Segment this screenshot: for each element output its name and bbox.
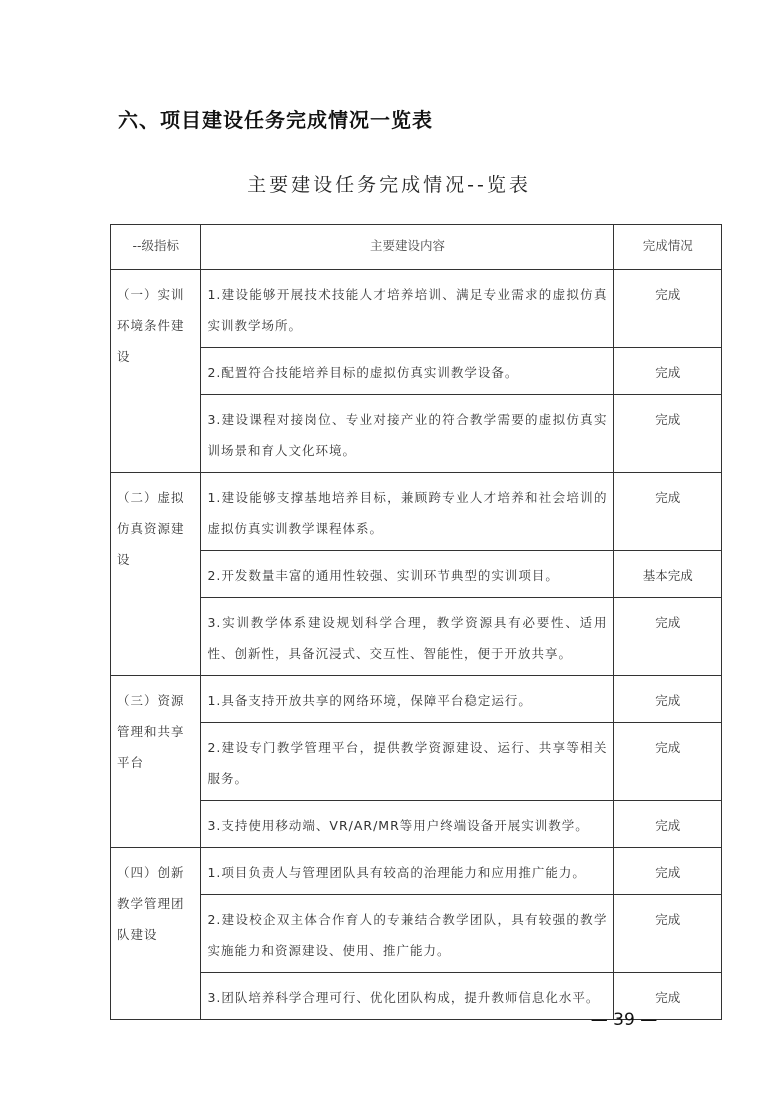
category-cell: （三）资源管理和共享平台 bbox=[111, 676, 201, 848]
status-cell: 完成 bbox=[614, 973, 722, 1020]
table-row bbox=[111, 848, 722, 895]
status-cell: 完成 bbox=[614, 676, 722, 723]
status-cell: 完成 bbox=[614, 801, 722, 848]
status-cell: 完成 bbox=[614, 598, 722, 676]
section-heading: 六、项目建设任务完成情况一览表 bbox=[118, 108, 433, 132]
task-cell: 2.开发数量丰富的通用性较强、实训环节典型的实训项目。 bbox=[201, 551, 614, 598]
task-cell: 2.配置符合技能培养目标的虚拟仿真实训教学设备。 bbox=[201, 348, 614, 395]
table-row bbox=[111, 895, 722, 973]
table-row bbox=[111, 270, 722, 348]
header-indicator: --级指标 bbox=[111, 225, 201, 270]
table-title: 主要建设任务完成情况--览表 bbox=[247, 174, 531, 196]
category-cell: （一）实训环境条件建设 bbox=[111, 270, 201, 473]
page-number: — 39 — bbox=[590, 1010, 658, 1030]
status-cell: 完成 bbox=[614, 848, 722, 895]
table-row bbox=[111, 723, 722, 801]
status-cell: 完成 bbox=[614, 348, 722, 395]
category-cell: （二）虚拟仿真资源建设 bbox=[111, 473, 201, 676]
status-cell: 完成 bbox=[614, 395, 722, 473]
category-cell: （四）创新教学管理团队建设 bbox=[111, 848, 201, 1020]
table-row bbox=[111, 801, 722, 848]
status-cell: 完成 bbox=[614, 270, 722, 348]
task-completion-table bbox=[110, 224, 722, 1020]
task-cell: 1.建设能够支撑基地培养目标，兼顾跨专业人才培养和社会培训的虚拟仿真实训教学课程体系。 bbox=[201, 473, 614, 551]
task-cell: 1.具备支持开放共享的网络环境，保障平台稳定运行。 bbox=[201, 676, 614, 723]
task-cell: 3.建设课程对接岗位、专业对接产业的符合教学需要的虚拟仿真实训场景和育人文化环境。 bbox=[201, 395, 614, 473]
task-cell: 1.建设能够开展技术技能人才培养培训、满足专业需求的虚拟仿真实训教学场所。 bbox=[201, 270, 614, 348]
status-cell: 完成 bbox=[614, 723, 722, 801]
task-cell: 3.支持使用移动端、VR/AR/MR等用户终端设备开展实训教学。 bbox=[201, 801, 614, 848]
table-row bbox=[111, 348, 722, 395]
table-row bbox=[111, 598, 722, 676]
task-cell: 3.实训教学体系建设规划科学合理，教学资源具有必要性、适用性、创新性，具备沉浸式、交互性、智能性，便于开放共享。 bbox=[201, 598, 614, 676]
table-row bbox=[111, 676, 722, 723]
task-cell: 2.建设专门教学管理平台，提供教学资源建设、运行、共享等相关服务。 bbox=[201, 723, 614, 801]
status-cell: 完成 bbox=[614, 895, 722, 973]
status-cell: 基本完成 bbox=[614, 551, 722, 598]
status-cell: 完成 bbox=[614, 473, 722, 551]
task-cell: 1.项目负责人与管理团队具有较高的治理能力和应用推广能力。 bbox=[201, 848, 614, 895]
header-status: 完成情况 bbox=[614, 225, 722, 270]
table-row bbox=[111, 551, 722, 598]
table-row bbox=[111, 473, 722, 551]
table-header-row bbox=[111, 225, 722, 270]
table-row bbox=[111, 395, 722, 473]
header-content: 主要建设内容 bbox=[201, 225, 614, 270]
task-cell: 2.建设校企双主体合作育人的专兼结合教学团队，具有较强的教学实施能力和资源建设、使用、推广能力。 bbox=[201, 895, 614, 973]
task-cell: 3.团队培养科学合理可行、优化团队构成，提升教师信息化水平。 bbox=[201, 973, 614, 1020]
